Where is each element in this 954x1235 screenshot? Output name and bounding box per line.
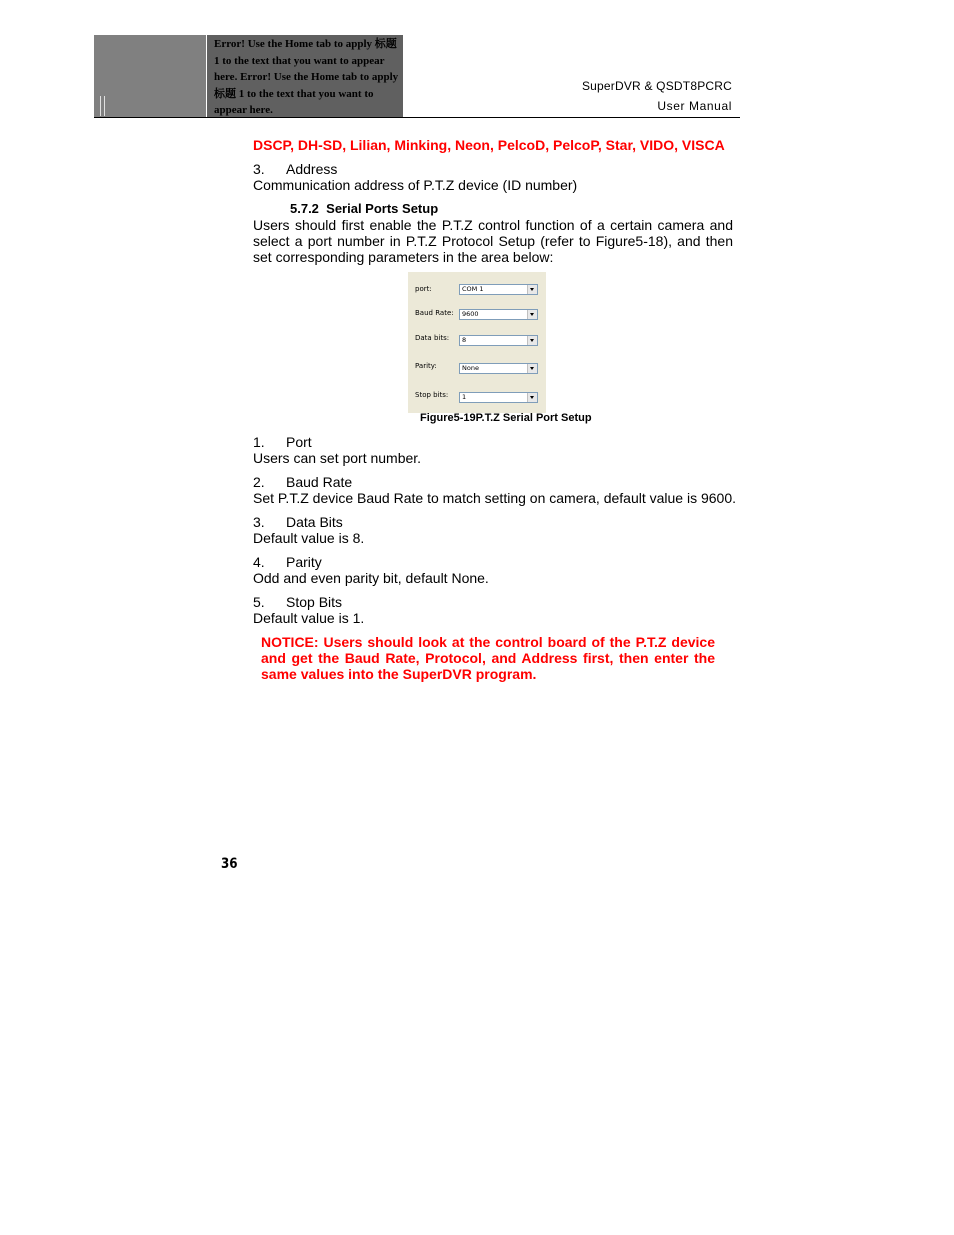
item-number: 3. — [253, 514, 265, 530]
item-number: 5. — [253, 594, 265, 610]
address-title: Address — [286, 161, 338, 177]
port-value: COM 1 — [462, 285, 484, 293]
item-description: Users can set port number. — [253, 450, 422, 466]
header-rule — [94, 117, 740, 118]
port-select[interactable] — [459, 284, 538, 295]
figure-caption: Figure5-19P.T.Z Serial Port Setup — [420, 412, 592, 424]
header-mark — [100, 96, 105, 116]
section-intro: Users should first enable the P.T.Z control function of a certain camera and select a port number in P.T.Z Protocol Setup (refer to Figure5-18), and then set corresponding parameters in the area below: — [253, 217, 733, 265]
header-product-name: SuperDVR & QSDT8PCRC — [581, 79, 732, 93]
item-title: Parity — [286, 554, 322, 570]
data-bits-label: Data bits: — [415, 334, 450, 342]
notice-text: NOTICE: Users should look at the control board of the P.T.Z device and get the Baud Rate, Protocol, and Address first, then enter the same values into the SuperDVR program. — [261, 634, 715, 682]
stop-bits-label: Stop bits: — [415, 391, 449, 399]
parity-value: None — [462, 364, 479, 372]
section-number: 5.7.2 — [290, 201, 319, 216]
item-description: Default value is 8. — [253, 530, 365, 546]
chevron-down-icon[interactable] — [527, 393, 537, 402]
section-heading — [290, 201, 438, 216]
header-manual-label: User Manual — [657, 99, 732, 113]
protocol-list: DSCP, DH-SD, Lilian, Minking, Neon, PelcoD, PelcoP, Star, VIDO, VISCA — [253, 137, 725, 153]
item-number: 4. — [253, 554, 265, 570]
port-label: port: — [415, 285, 432, 293]
address-description: Communication address of P.T.Z device (ID number) — [253, 177, 578, 193]
address-number: 3. — [253, 161, 265, 177]
serial-port-dialog — [408, 272, 546, 413]
section-title: Serial Ports Setup — [326, 201, 439, 216]
item-description: Default value is 1. — [253, 610, 365, 626]
parity-label: Parity: — [415, 362, 437, 370]
item-title: Stop Bits — [286, 594, 343, 610]
data-bits-value: 8 — [462, 336, 467, 344]
baud-rate-label: Baud Rate: — [415, 309, 454, 317]
item-number: 2. — [253, 474, 265, 490]
item-title: Data Bits — [286, 514, 343, 530]
item-number: 1. — [253, 434, 265, 450]
stop-bits-select[interactable] — [459, 392, 538, 403]
data-bits-select[interactable] — [459, 335, 538, 346]
parity-select[interactable] — [459, 363, 538, 374]
chevron-down-icon[interactable] — [527, 285, 537, 294]
chevron-down-icon[interactable] — [527, 310, 537, 319]
page-number: 36 — [221, 856, 238, 872]
baud-rate-select[interactable] — [459, 309, 538, 320]
item-description: Set P.T.Z device Baud Rate to match setting on camera, default value is 9600. — [253, 490, 737, 506]
item-description: Odd and even parity bit, default None. — [253, 570, 489, 586]
header-error-text: Error! Use the Home tab to apply 标题 1 to the text that you want to appear here. Error! Use the Home tab to apply 标题 1 to the text that you want to appear here. — [214, 38, 399, 117]
chevron-down-icon[interactable] — [527, 364, 537, 373]
baud-rate-value: 9600 — [462, 310, 479, 318]
stop-bits-value: 1 — [462, 393, 467, 401]
item-title: Port — [286, 434, 312, 450]
chevron-down-icon[interactable] — [527, 336, 537, 345]
header-gray-block — [94, 35, 206, 117]
item-title: Baud Rate — [286, 474, 353, 490]
